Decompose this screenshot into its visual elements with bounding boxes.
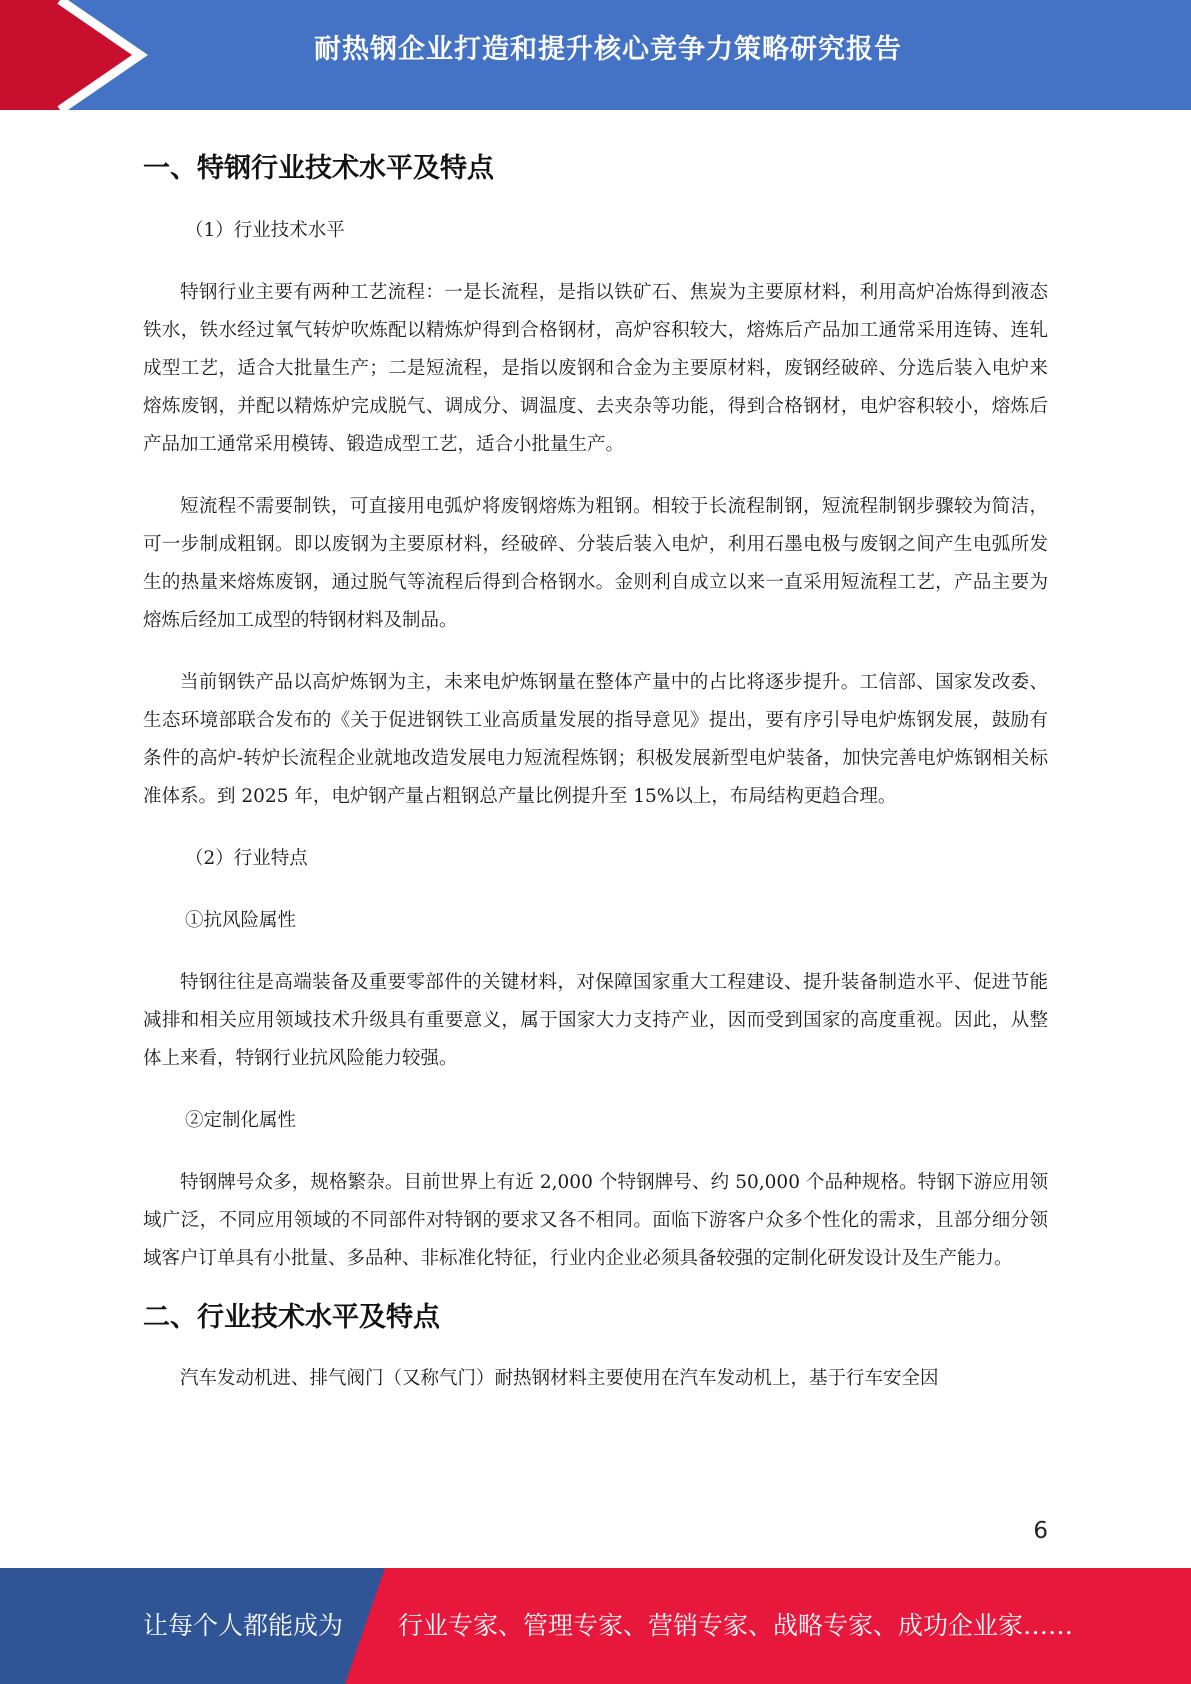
list-item-heading: ①抗风险属性 (185, 910, 297, 931)
footer-slogan-right: 行业专家、管理专家、营销专家、战略专家、成功企业家…… (398, 1611, 1074, 1640)
section-heading-1: 一、特钢行业技术水平及特点 (143, 153, 494, 184)
footer-slogan-left: 让每个人都能成为 (143, 1611, 344, 1640)
header-banner (0, 0, 1191, 110)
paragraph: 特钢牌号众多，规格繁杂。目前世界上有近 2,000 个特钢牌号、约 50,000 个品种规格。特钢下游应用领域广泛，不同应用领域的不同部件对特钢的要求又各不相同。面临下游客户众多个性化的需求，且部分细分领域客户订单具有小批量、多品种、非标准化特征，行业内企业必须具备较强的定制化研发设计及生产能力。 (143, 1172, 1048, 1269)
section-heading-2: 二、行业技术水平及特点 (143, 1302, 440, 1333)
paragraph: 短流程不需要制铁，可直接用电弧炉将废钢熔炼为粗钢。相较于长流程制钢，短流程制钢步骤较为简洁，可一步制成粗钢。即以废钢为主要原材料，经破碎、分装后装入电炉，利用石墨电极与废钢之间产生电弧所发生的热量来熔炼废钢，通过脱气等流程后得到合格钢水。金则利自成立以来一直采用短流程工艺，产品主要为熔炼后经加工成型的特钢材料及制品。 (143, 496, 1048, 631)
report-title: 耐热钢企业打造和提升核心竞争力策略研究报告 (314, 34, 902, 65)
subheading-features: （2）行业特点 (185, 848, 308, 869)
paragraph: 当前钢铁产品以高炉炼钢为主，未来电炉炼钢量在整体产量中的占比将逐步提升。工信部、国家发改委、生态环境部联合发布的《关于促进钢铁工业高质量发展的指导意见》提出，要有序引导电炉炼钢发展，鼓励有条件的高炉-转炉长流程企业就地改造发展电力短流程炼钢；积极发展新型电炉装备，加快完善电炉炼钢相关标准体系。到 2025 年，电炉钢产量占粗钢总产量比例提升至 15%以上，布局结构更趋合理。 (143, 672, 1048, 807)
paragraph: 特钢往往是高端装备及重要零部件的关键材料，对保障国家重大工程建设、提升装备制造水平、促进节能减排和相关应用领域技术升级具有重要意义，属于国家大力支持产业，因而受到国家的高度重视。因此，从整体上来看，特钢行业抗风险能力较强。 (143, 972, 1048, 1069)
list-item-heading: ②定制化属性 (185, 1110, 297, 1131)
subheading-tech-level: （1）行业技术水平 (185, 220, 345, 241)
page-number: 6 (1033, 1518, 1048, 1544)
document-body (143, 110, 1048, 1398)
footer-banner (0, 1568, 1191, 1684)
paragraph: 特钢行业主要有两种工艺流程：一是长流程，是指以铁矿石、焦炭为主要原材料，利用高炉冶炼得到液态铁水，铁水经过氧气转炉吹炼配以精炼炉得到合格钢材，高炉容积较大，熔炼后产品加工通常采用连铸、连轧成型工艺，适合大批量生产；二是短流程，是指以废钢和合金为主要原材料，废钢经破碎、分选后装入电炉来熔炼废钢，并配以精炼炉完成脱气、调成分、调温度、去夹杂等功能，得到合格钢材，电炉容积较小，熔炼后产品加工通常采用模铸、锻造成型工艺，适合小批量生产。 (143, 282, 1048, 455)
paragraph: 汽车发动机进、排气阀门（又称气门）耐热钢材料主要使用在汽车发动机上，基于行车安全因 (180, 1368, 939, 1389)
